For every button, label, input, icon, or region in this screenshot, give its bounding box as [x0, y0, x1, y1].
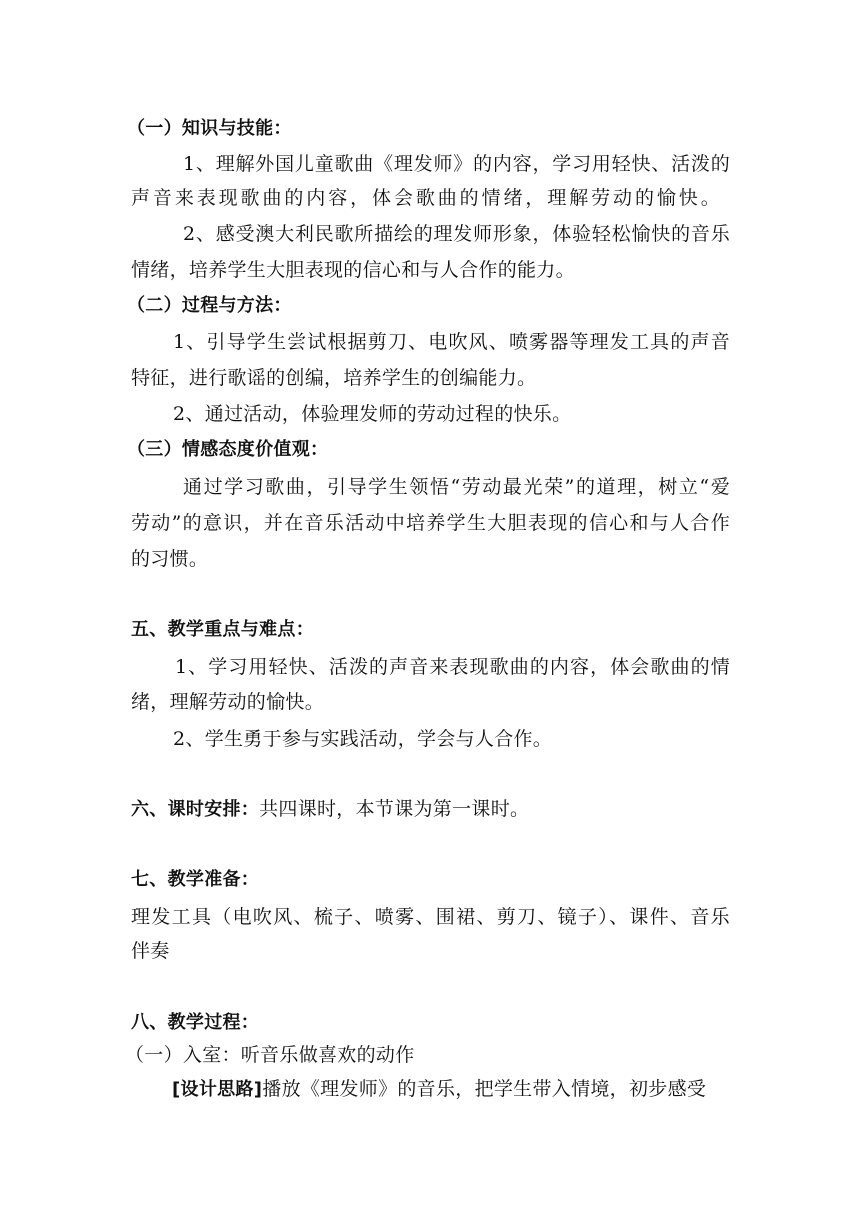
paragraph-line: 通过学习歌曲，引导学生领悟“劳动最光荣”的道理，树立“爱 [183, 476, 730, 498]
paragraph-line: 1、理解外国儿童歌曲《理发师》的内容，学习用轻快、活泼的 [183, 153, 730, 175]
paragraph-line: 1、学习用轻快、活泼的声音来表现歌曲的内容，体会歌曲的情 [175, 656, 730, 678]
section-heading-schedule: 六、课时安排： [131, 799, 260, 820]
design-note-line [172, 1077, 706, 1102]
section-heading-preparation: 七、教学准备： [131, 869, 260, 890]
paragraph-line: 情绪，培养学生大胆表现的信心和与人合作的能力。 [131, 259, 575, 281]
paragraph-line: 2、学生勇于参与实践活动，学会与人合作。 [173, 728, 553, 750]
design-text: 播放《理发师》的音乐，把学生带入情境，初步感受 [262, 1078, 707, 1100]
paragraph-line: 1、引导学生尝试根据剪刀、电吹风、喷雾器等理发工具的声音 [173, 331, 730, 353]
paragraph-line: 绪，理解劳动的愉快。 [131, 691, 325, 713]
section-heading-key-points: 五、教学重点与难点： [131, 619, 314, 640]
paragraph-line: 2、通过活动，体验理发师的劳动过程的快乐。 [173, 403, 572, 425]
paragraph-line: 劳动”的意识，并在音乐活动中培养学生大胆表现的信心和与人合作 [131, 512, 730, 534]
paragraph-line: 特征，进行歌谣的创编，培养学生的创编能力。 [131, 367, 537, 389]
paragraph-line: 的习惯。 [131, 548, 209, 570]
subsection-heading: （一）入室：听音乐做喜欢的动作 [125, 1044, 415, 1066]
section-heading-process-steps: 八、教学过程： [131, 1012, 260, 1033]
section-heading-knowledge: （一）知识与技能： [127, 118, 292, 139]
paragraph-line: 声音来表现歌曲的内容，体会歌曲的情绪，理解劳动的愉快。 [131, 187, 720, 209]
schedule-line [131, 797, 529, 822]
design-label: [设计思路] [172, 1079, 263, 1100]
paragraph-line: 2、感受澳大利民歌所描绘的理发师形象，体验轻松愉快的音乐 [183, 223, 730, 245]
section-heading-values: （三）情感态度价值观： [127, 439, 329, 460]
paragraph-line: 理发工具（电吹风、梳子、喷雾、围裙、剪刀、镜子）、课件、音乐 [131, 906, 730, 928]
paragraph-line: 伴奏 [131, 940, 170, 962]
section-heading-process: （二）过程与方法： [127, 295, 292, 316]
schedule-text: 共四课时，本节课为第一课时。 [259, 798, 530, 820]
